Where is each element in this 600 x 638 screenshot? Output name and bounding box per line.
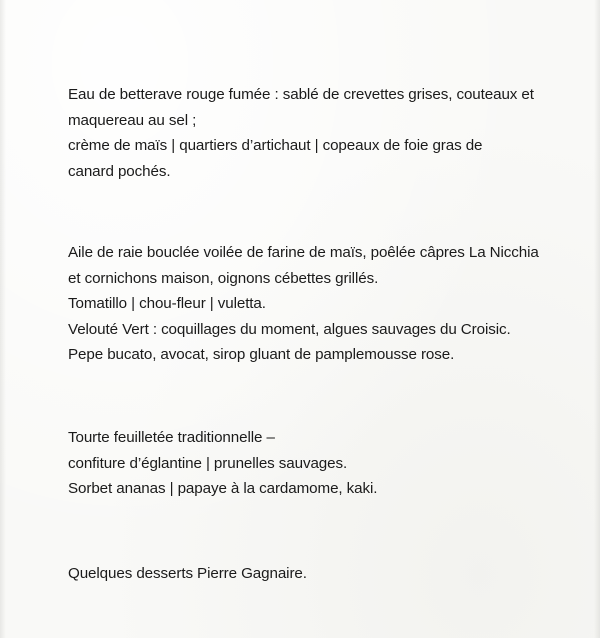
course-line: et cornichons maison, oignons cébettes grillés. — [68, 269, 379, 287]
course-line: Eau de betterave rouge fumée : sablé de crevettes grises, couteaux et — [68, 86, 534, 103]
course-line: canard pochés. — [68, 162, 171, 180]
course-line: crème de maïs | quartiers d’artichaut | copeaux de foie gras de — [68, 137, 483, 154]
course-line: maquereau au sel ; — [68, 111, 197, 129]
course-main — [68, 240, 568, 368]
course-line: confiture d’églantine | prunelles sauvages. — [68, 454, 348, 472]
page-right-edge — [594, 0, 600, 638]
course-starter — [68, 82, 568, 184]
course-line: Aile de raie bouclée voilée de farine de maïs, poêlée câpres La Nicchia — [68, 244, 539, 261]
course-line: Pepe bucato, avocat, sirop gluant de pamplemousse rose. — [68, 346, 455, 363]
closing-line: Quelques desserts Pierre Gagnaire. — [68, 565, 307, 582]
course-dessert — [68, 425, 568, 502]
course-line: Velouté Vert : coquillages du moment, algues sauvages du Croisic. — [68, 320, 511, 338]
closing-note — [68, 561, 568, 587]
course-line: Tourte feuilletée traditionnelle – — [68, 429, 275, 446]
page-left-edge — [0, 0, 6, 638]
course-line: Sorbet ananas | papaye à la cardamome, kaki. — [68, 480, 378, 497]
course-line: Tomatillo | chou-fleur | vuletta. — [68, 295, 266, 312]
